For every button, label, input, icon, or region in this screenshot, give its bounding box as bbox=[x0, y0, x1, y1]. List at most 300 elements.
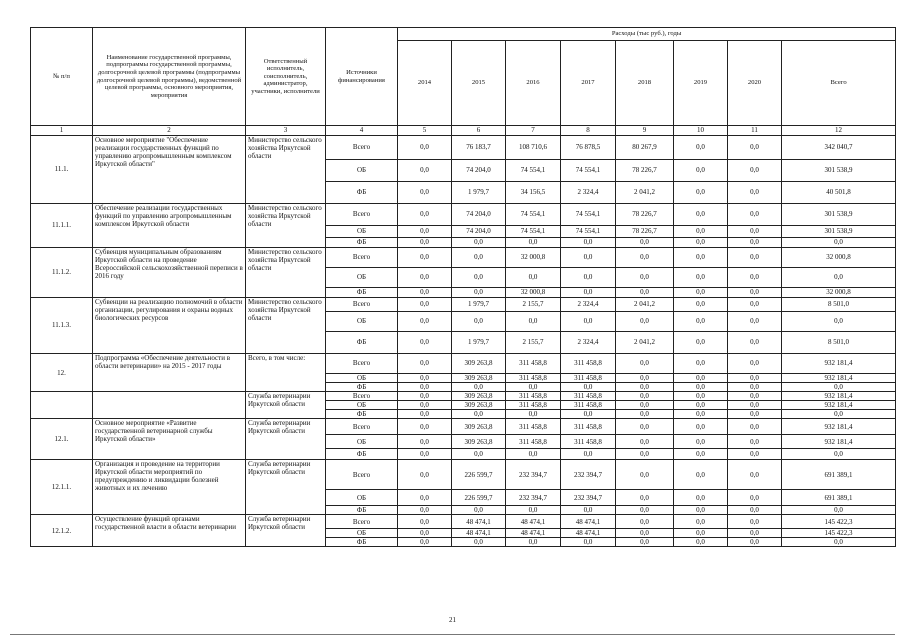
value-cell: 0,0 bbox=[452, 449, 506, 460]
col-number: 10 bbox=[674, 126, 728, 136]
value-cell: 2 041,2 bbox=[616, 332, 674, 354]
value-cell: 0,0 bbox=[616, 506, 674, 515]
value-cell: 0,0 bbox=[616, 268, 674, 288]
value-cell: 74 554,1 bbox=[561, 204, 616, 226]
value-cell: 0,0 bbox=[674, 490, 728, 506]
value-cell: 2 155,7 bbox=[506, 332, 561, 354]
value-cell: 0,0 bbox=[616, 460, 674, 490]
value-cell: 0,0 bbox=[398, 529, 452, 538]
col-number: 4 bbox=[326, 126, 398, 136]
value-cell: 0,0 bbox=[452, 538, 506, 547]
value-cell: 0,0 bbox=[728, 248, 782, 268]
value-cell: 0,0 bbox=[728, 529, 782, 538]
value-cell: 226 599,7 bbox=[452, 460, 506, 490]
total-cell: 932 181,4 bbox=[782, 374, 896, 383]
source-cell: ФБ bbox=[326, 449, 398, 460]
table-row bbox=[31, 298, 896, 312]
row-responsible: Всего, в том числе: bbox=[246, 354, 326, 392]
source-cell: ФБ bbox=[326, 506, 398, 515]
value-cell: 311 458,8 bbox=[506, 435, 561, 449]
header-year: 2017 bbox=[561, 41, 616, 126]
source-cell: ОБ bbox=[326, 226, 398, 238]
source-cell: ОБ bbox=[326, 490, 398, 506]
value-cell: 32 000,8 bbox=[506, 288, 561, 298]
value-cell: 0,0 bbox=[506, 238, 561, 248]
row-name: Основное мероприятие "Обеспечение реализации государственных функций по управлению агропромышленным комплексом Иркутской области" bbox=[93, 136, 246, 204]
value-cell: 0,0 bbox=[452, 383, 506, 392]
value-cell: 0,0 bbox=[506, 312, 561, 332]
value-cell: 74 554,1 bbox=[506, 226, 561, 238]
value-cell: 0,0 bbox=[398, 490, 452, 506]
value-cell: 0,0 bbox=[728, 288, 782, 298]
value-cell: 0,0 bbox=[398, 515, 452, 529]
source-cell: ФБ bbox=[326, 182, 398, 204]
value-cell: 0,0 bbox=[728, 401, 782, 410]
value-cell: 0,0 bbox=[674, 410, 728, 419]
source-cell: ФБ bbox=[326, 288, 398, 298]
value-cell: 76 183,7 bbox=[452, 136, 506, 160]
value-cell: 0,0 bbox=[506, 383, 561, 392]
value-cell: 74 204,0 bbox=[452, 226, 506, 238]
total-cell: 932 181,4 bbox=[782, 419, 896, 435]
row-responsible: Министерство сельского хозяйства Иркутской области bbox=[246, 204, 326, 248]
value-cell: 2 041,2 bbox=[616, 298, 674, 312]
col-number: 6 bbox=[452, 126, 506, 136]
value-cell: 226 599,7 bbox=[452, 490, 506, 506]
value-cell: 0,0 bbox=[728, 538, 782, 547]
row-responsible: Служба ветеринарии Иркутской области bbox=[246, 515, 326, 547]
total-cell: 32 000,8 bbox=[782, 288, 896, 298]
value-cell: 0,0 bbox=[728, 298, 782, 312]
value-cell: 0,0 bbox=[398, 401, 452, 410]
source-cell: ОБ bbox=[326, 268, 398, 288]
value-cell: 0,0 bbox=[398, 288, 452, 298]
col-number: 5 bbox=[398, 126, 452, 136]
value-cell: 0,0 bbox=[674, 401, 728, 410]
value-cell: 108 710,6 bbox=[506, 136, 561, 160]
col-number: 1 bbox=[31, 126, 93, 136]
value-cell: 0,0 bbox=[398, 160, 452, 182]
total-cell: 932 181,4 bbox=[782, 435, 896, 449]
value-cell: 74 554,1 bbox=[506, 160, 561, 182]
row-number: 12.1. bbox=[31, 419, 93, 460]
value-cell: 74 204,0 bbox=[452, 204, 506, 226]
value-cell: 309 263,8 bbox=[452, 435, 506, 449]
value-cell: 0,0 bbox=[616, 529, 674, 538]
value-cell: 0,0 bbox=[616, 392, 674, 401]
value-cell: 0,0 bbox=[616, 288, 674, 298]
value-cell: 0,0 bbox=[674, 506, 728, 515]
value-cell: 0,0 bbox=[728, 490, 782, 506]
row-responsible: Министерство сельского хозяйства Иркутской области bbox=[246, 136, 326, 204]
total-cell: 691 389,1 bbox=[782, 460, 896, 490]
value-cell: 0,0 bbox=[561, 312, 616, 332]
value-cell: 0,0 bbox=[398, 248, 452, 268]
value-cell: 311 458,8 bbox=[561, 374, 616, 383]
budget-table bbox=[30, 27, 896, 547]
value-cell: 0,0 bbox=[398, 268, 452, 288]
row-number: 11.1.3. bbox=[31, 298, 93, 354]
value-cell: 0,0 bbox=[728, 160, 782, 182]
total-cell: 0,0 bbox=[782, 410, 896, 419]
value-cell: 0,0 bbox=[674, 288, 728, 298]
table-row bbox=[31, 515, 896, 529]
col-number: 11 bbox=[728, 126, 782, 136]
value-cell: 0,0 bbox=[616, 449, 674, 460]
value-cell: 0,0 bbox=[398, 410, 452, 419]
row-name: Субвенции на реализацию полномочий в области организации, регулирования и охраны водных биологических ресурсов bbox=[93, 298, 246, 354]
col-number: 2 bbox=[93, 126, 246, 136]
total-cell: 301 538,9 bbox=[782, 204, 896, 226]
col-number: 9 bbox=[616, 126, 674, 136]
value-cell: 2 324,4 bbox=[561, 298, 616, 312]
total-cell: 0,0 bbox=[782, 383, 896, 392]
value-cell: 48 474,1 bbox=[452, 515, 506, 529]
value-cell: 0,0 bbox=[674, 332, 728, 354]
total-cell: 145 422,3 bbox=[782, 529, 896, 538]
table-row bbox=[31, 354, 896, 374]
row-number: 12. bbox=[31, 354, 93, 392]
row-name: Обеспечение реализации государственных функций по управлению агропромышленным комплексом Иркутской области bbox=[93, 204, 246, 248]
value-cell: 232 394,7 bbox=[561, 490, 616, 506]
value-cell: 48 474,1 bbox=[561, 529, 616, 538]
value-cell: 0,0 bbox=[674, 182, 728, 204]
value-cell: 0,0 bbox=[674, 529, 728, 538]
total-cell: 8 501,0 bbox=[782, 298, 896, 312]
total-cell: 932 181,4 bbox=[782, 354, 896, 374]
value-cell: 0,0 bbox=[506, 268, 561, 288]
value-cell: 232 394,7 bbox=[506, 490, 561, 506]
value-cell: 309 263,8 bbox=[452, 374, 506, 383]
value-cell: 0,0 bbox=[728, 449, 782, 460]
value-cell: 0,0 bbox=[398, 354, 452, 374]
source-cell: Всего bbox=[326, 354, 398, 374]
value-cell: 0,0 bbox=[674, 204, 728, 226]
row-responsible: Служба ветеринарии Иркутской области bbox=[246, 392, 326, 419]
value-cell: 0,0 bbox=[561, 288, 616, 298]
value-cell: 1 979,7 bbox=[452, 298, 506, 312]
value-cell: 78 226,7 bbox=[616, 160, 674, 182]
value-cell: 0,0 bbox=[674, 435, 728, 449]
table-row bbox=[31, 460, 896, 490]
value-cell: 0,0 bbox=[561, 410, 616, 419]
value-cell: 0,0 bbox=[674, 136, 728, 160]
col-number: 7 bbox=[506, 126, 561, 136]
source-cell: ОБ bbox=[326, 401, 398, 410]
value-cell: 0,0 bbox=[728, 268, 782, 288]
total-cell: 0,0 bbox=[782, 538, 896, 547]
value-cell: 0,0 bbox=[398, 506, 452, 515]
value-cell: 0,0 bbox=[616, 383, 674, 392]
value-cell: 232 394,7 bbox=[506, 460, 561, 490]
header-year: 2016 bbox=[506, 41, 561, 126]
total-cell: 0,0 bbox=[782, 449, 896, 460]
value-cell: 32 000,8 bbox=[506, 248, 561, 268]
row-name-empty bbox=[93, 392, 246, 419]
row-responsible: Министерство сельского хозяйства Иркутской области bbox=[246, 298, 326, 354]
col-number: 8 bbox=[561, 126, 616, 136]
value-cell: 0,0 bbox=[398, 460, 452, 490]
value-cell: 0,0 bbox=[616, 238, 674, 248]
row-name: Организация и проведение на территории Иркутской области мероприятий по предупреждению и ликвидации болезней животных и их лечению bbox=[93, 460, 246, 515]
value-cell: 0,0 bbox=[398, 374, 452, 383]
value-cell: 0,0 bbox=[674, 515, 728, 529]
value-cell: 0,0 bbox=[506, 449, 561, 460]
value-cell: 0,0 bbox=[616, 538, 674, 547]
value-cell: 311 458,8 bbox=[561, 435, 616, 449]
value-cell: 311 458,8 bbox=[561, 401, 616, 410]
value-cell: 0,0 bbox=[616, 374, 674, 383]
header-year: 2015 bbox=[452, 41, 506, 126]
value-cell: 76 878,5 bbox=[561, 136, 616, 160]
value-cell: 0,0 bbox=[398, 182, 452, 204]
value-cell: 74 204,0 bbox=[452, 160, 506, 182]
value-cell: 0,0 bbox=[728, 136, 782, 160]
value-cell: 0,0 bbox=[452, 312, 506, 332]
value-cell: 232 394,7 bbox=[561, 460, 616, 490]
total-cell: 0,0 bbox=[782, 312, 896, 332]
header-expenses: Расходы (тыс руб.), годы bbox=[398, 28, 896, 41]
total-cell: 0,0 bbox=[782, 268, 896, 288]
value-cell: 0,0 bbox=[561, 238, 616, 248]
value-cell: 0,0 bbox=[616, 410, 674, 419]
value-cell: 1 979,7 bbox=[452, 332, 506, 354]
value-cell: 74 554,1 bbox=[506, 204, 561, 226]
row-number: 11.1.1. bbox=[31, 204, 93, 248]
source-cell: ОБ bbox=[326, 160, 398, 182]
value-cell: 74 554,1 bbox=[561, 160, 616, 182]
col-number: 12 bbox=[782, 126, 896, 136]
value-cell: 311 458,8 bbox=[506, 354, 561, 374]
value-cell: 0,0 bbox=[398, 383, 452, 392]
value-cell: 0,0 bbox=[728, 435, 782, 449]
value-cell: 0,0 bbox=[561, 248, 616, 268]
total-cell: 301 538,9 bbox=[782, 160, 896, 182]
row-number-empty bbox=[31, 392, 93, 419]
page-bottom-rule bbox=[10, 634, 895, 635]
value-cell: 0,0 bbox=[674, 312, 728, 332]
row-responsible: Служба ветеринарии Иркутской области bbox=[246, 460, 326, 515]
header-sources: Источники финансирования bbox=[326, 28, 398, 126]
value-cell: 0,0 bbox=[728, 374, 782, 383]
value-cell: 309 263,8 bbox=[452, 392, 506, 401]
value-cell: 48 474,1 bbox=[452, 529, 506, 538]
value-cell: 0,0 bbox=[398, 204, 452, 226]
value-cell: 0,0 bbox=[506, 506, 561, 515]
value-cell: 0,0 bbox=[616, 354, 674, 374]
value-cell: 311 458,8 bbox=[506, 392, 561, 401]
value-cell: 311 458,8 bbox=[561, 419, 616, 435]
value-cell: 0,0 bbox=[674, 383, 728, 392]
row-responsible: Служба ветеринарии Иркутской области bbox=[246, 419, 326, 460]
value-cell: 0,0 bbox=[506, 410, 561, 419]
source-cell: Всего bbox=[326, 419, 398, 435]
value-cell: 0,0 bbox=[398, 419, 452, 435]
row-name: Субвенция муниципальным образованиям Иркутской области на проведение Всероссийской сельскохозяйственной переписи в 2016 году bbox=[93, 248, 246, 298]
total-cell: 301 538,9 bbox=[782, 226, 896, 238]
header-name: Наименование государственной программы, подпрограммы государственной программы, долгосрочной целевой программы (подпрограммы долгосрочной целевой программы), ведомственной целевой программы, основного мероприятия, мероприятия bbox=[93, 28, 246, 126]
row-name: Основное мероприятие «Развитие государственной ветеринарной службы Иркутской области» bbox=[93, 419, 246, 460]
value-cell: 78 226,7 bbox=[616, 204, 674, 226]
source-cell: Всего bbox=[326, 392, 398, 401]
source-cell: ФБ bbox=[326, 538, 398, 547]
value-cell: 0,0 bbox=[674, 460, 728, 490]
value-cell: 0,0 bbox=[452, 288, 506, 298]
value-cell: 311 458,8 bbox=[506, 419, 561, 435]
value-cell: 2 324,4 bbox=[561, 332, 616, 354]
table-row bbox=[31, 248, 896, 268]
value-cell: 0,0 bbox=[674, 226, 728, 238]
value-cell: 74 554,1 bbox=[561, 226, 616, 238]
source-cell: ОБ bbox=[326, 435, 398, 449]
row-name: Подпрограмма «Обеспечение деятельности в области ветеринарии» на 2015 - 2017 годы bbox=[93, 354, 246, 392]
value-cell: 0,0 bbox=[616, 312, 674, 332]
column-numbers-row bbox=[31, 126, 896, 136]
total-cell: 8 501,0 bbox=[782, 332, 896, 354]
row-responsible: Министерство сельского хозяйства Иркутской области bbox=[246, 248, 326, 298]
value-cell: 0,0 bbox=[616, 515, 674, 529]
value-cell: 0,0 bbox=[674, 298, 728, 312]
value-cell: 0,0 bbox=[561, 449, 616, 460]
value-cell: 0,0 bbox=[728, 204, 782, 226]
value-cell: 0,0 bbox=[674, 392, 728, 401]
value-cell: 0,0 bbox=[674, 354, 728, 374]
value-cell: 0,0 bbox=[398, 392, 452, 401]
row-number: 11.1.2. bbox=[31, 248, 93, 298]
value-cell: 0,0 bbox=[616, 435, 674, 449]
value-cell: 0,0 bbox=[728, 182, 782, 204]
value-cell: 0,0 bbox=[452, 506, 506, 515]
value-cell: 0,0 bbox=[398, 238, 452, 248]
value-cell: 0,0 bbox=[398, 538, 452, 547]
value-cell: 0,0 bbox=[728, 383, 782, 392]
value-cell: 0,0 bbox=[674, 374, 728, 383]
value-cell: 0,0 bbox=[398, 136, 452, 160]
total-cell: 932 181,4 bbox=[782, 392, 896, 401]
value-cell: 0,0 bbox=[616, 248, 674, 268]
row-name: Осуществление функций органами государственной власти в области ветеринарии bbox=[93, 515, 246, 547]
value-cell: 0,0 bbox=[398, 312, 452, 332]
value-cell: 0,0 bbox=[616, 419, 674, 435]
source-cell: ФБ bbox=[326, 383, 398, 392]
table-row bbox=[31, 204, 896, 226]
value-cell: 0,0 bbox=[674, 248, 728, 268]
header-num: № п/п bbox=[31, 28, 93, 126]
value-cell: 0,0 bbox=[728, 354, 782, 374]
value-cell: 2 324,4 bbox=[561, 182, 616, 204]
header-year: 2019 bbox=[674, 41, 728, 126]
total-cell: 932 181,4 bbox=[782, 401, 896, 410]
value-cell: 0,0 bbox=[561, 383, 616, 392]
table-row bbox=[31, 392, 896, 401]
total-cell: 0,0 bbox=[782, 506, 896, 515]
value-cell: 0,0 bbox=[561, 538, 616, 547]
source-cell: Всего bbox=[326, 460, 398, 490]
value-cell: 0,0 bbox=[398, 226, 452, 238]
total-cell: 145 422,3 bbox=[782, 515, 896, 529]
header-year: 2018 bbox=[616, 41, 674, 126]
page-number: 21 bbox=[449, 616, 456, 624]
value-cell: 0,0 bbox=[728, 410, 782, 419]
value-cell: 311 458,8 bbox=[561, 354, 616, 374]
value-cell: 309 263,8 bbox=[452, 354, 506, 374]
source-cell: Всего bbox=[326, 204, 398, 226]
value-cell: 309 263,8 bbox=[452, 401, 506, 410]
value-cell: 311 458,8 bbox=[561, 392, 616, 401]
value-cell: 0,0 bbox=[398, 332, 452, 354]
value-cell: 0,0 bbox=[616, 401, 674, 410]
value-cell: 0,0 bbox=[674, 449, 728, 460]
value-cell: 0,0 bbox=[506, 538, 561, 547]
value-cell: 0,0 bbox=[728, 419, 782, 435]
source-cell: ФБ bbox=[326, 332, 398, 354]
value-cell: 0,0 bbox=[398, 435, 452, 449]
source-cell: ФБ bbox=[326, 410, 398, 419]
value-cell: 0,0 bbox=[398, 298, 452, 312]
value-cell: 48 474,1 bbox=[561, 515, 616, 529]
value-cell: 0,0 bbox=[728, 238, 782, 248]
total-cell: 342 040,7 bbox=[782, 136, 896, 160]
col-number: 3 bbox=[246, 126, 326, 136]
total-cell: 691 389,1 bbox=[782, 490, 896, 506]
source-cell: ОБ bbox=[326, 312, 398, 332]
value-cell: 2 155,7 bbox=[506, 298, 561, 312]
value-cell: 0,0 bbox=[728, 392, 782, 401]
source-cell: Всего bbox=[326, 248, 398, 268]
value-cell: 48 474,1 bbox=[506, 515, 561, 529]
value-cell: 0,0 bbox=[452, 410, 506, 419]
value-cell: 78 226,7 bbox=[616, 226, 674, 238]
value-cell: 0,0 bbox=[452, 248, 506, 268]
value-cell: 1 979,7 bbox=[452, 182, 506, 204]
value-cell: 2 041,2 bbox=[616, 182, 674, 204]
value-cell: 0,0 bbox=[674, 268, 728, 288]
row-number: 12.1.1. bbox=[31, 460, 93, 515]
value-cell: 0,0 bbox=[452, 268, 506, 288]
value-cell: 48 474,1 bbox=[506, 529, 561, 538]
value-cell: 311 458,8 bbox=[506, 374, 561, 383]
value-cell: 0,0 bbox=[561, 268, 616, 288]
header-total: Всего bbox=[782, 41, 896, 126]
total-cell: 40 501,8 bbox=[782, 182, 896, 204]
value-cell: 0,0 bbox=[452, 238, 506, 248]
table-row bbox=[31, 419, 896, 435]
header-year: 2014 bbox=[398, 41, 452, 126]
row-number: 11.1. bbox=[31, 136, 93, 204]
value-cell: 0,0 bbox=[728, 312, 782, 332]
value-cell: 0,0 bbox=[728, 460, 782, 490]
row-number: 12.1.2. bbox=[31, 515, 93, 547]
source-cell: ОБ bbox=[326, 529, 398, 538]
value-cell: 0,0 bbox=[728, 226, 782, 238]
value-cell: 0,0 bbox=[728, 515, 782, 529]
value-cell: 80 267,9 bbox=[616, 136, 674, 160]
value-cell: 34 156,5 bbox=[506, 182, 561, 204]
value-cell: 0,0 bbox=[674, 160, 728, 182]
value-cell: 0,0 bbox=[674, 238, 728, 248]
value-cell: 0,0 bbox=[674, 538, 728, 547]
value-cell: 0,0 bbox=[728, 506, 782, 515]
value-cell: 0,0 bbox=[728, 332, 782, 354]
value-cell: 311 458,8 bbox=[506, 401, 561, 410]
value-cell: 0,0 bbox=[674, 419, 728, 435]
value-cell: 0,0 bbox=[561, 506, 616, 515]
source-cell: ФБ bbox=[326, 238, 398, 248]
header-responsible: Ответственный исполнитель, соисполнитель, администратор, участники, исполнители bbox=[246, 28, 326, 126]
source-cell: ОБ bbox=[326, 374, 398, 383]
value-cell: 0,0 bbox=[398, 449, 452, 460]
value-cell: 0,0 bbox=[616, 490, 674, 506]
